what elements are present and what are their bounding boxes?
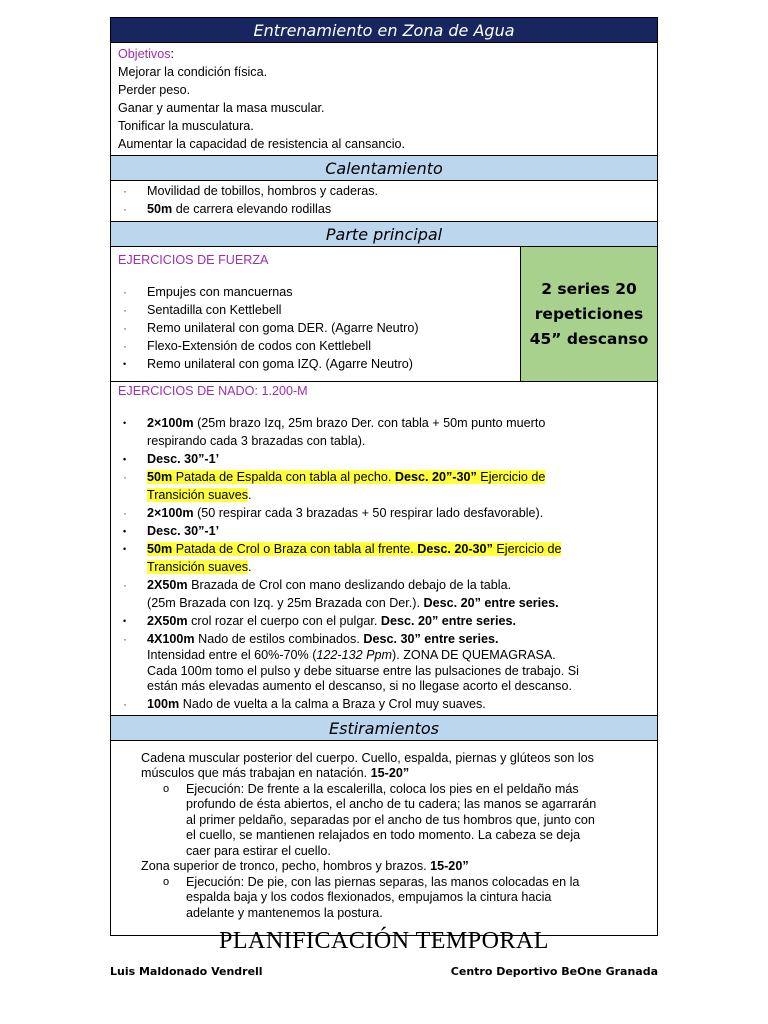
nado-item: • 50m Patada de Crol o Braza con tabla al frente. Desc. 20-30” Ejercicio de (111, 540, 657, 558)
fuerza-item: · Flexo-Extensión de codos con Kettlebell (111, 337, 520, 355)
sheet-title: Entrenamiento en Zona de Agua (111, 18, 657, 43)
nado-item: • Desc. 30”-1’ (111, 450, 657, 468)
objetivos-section: Objetivos: Mejorar la condición física. Perder peso. Ganar y aumentar la masa muscular. Tonificar la musculatura. Aumentar la capacidad de resistencia al cansancio. (111, 43, 657, 156)
objetivo-item: Perder peso. (118, 83, 191, 97)
nado-item: · 100m Nado de vuelta a la calma a Braza y Crol muy suaves. (111, 695, 657, 713)
footer-center: Centro Deportivo BeOne Granada (450, 965, 658, 978)
fuerza-item: · Sentadilla con Kettlebell (111, 301, 520, 319)
fuerza-section (111, 247, 657, 382)
fuerza-item: · Remo unilateral con goma DER. (Agarre Neutro) (111, 319, 520, 337)
nado-item: • 2X50m crol rozar el cuerpo con el pulgar. Desc. 20” entre series. (111, 612, 657, 630)
series-box: 2 series 20 repeticiones 45” descanso (521, 247, 657, 381)
nado-item: · 50m Patada de Espalda con tabla al pecho. Desc. 20”-30” Ejercicio de (111, 468, 657, 486)
objetivo-item: Ganar y aumentar la masa muscular. (118, 101, 325, 115)
nado-item: · 4X100m Nado de estilos combinados. Desc. 30” entre series. (111, 630, 657, 648)
nado-item: • 2×100m (25m brazo Izq, 25m brazo Der. con tabla + 50m punto muerto (111, 414, 657, 432)
objetivo-item: Mejorar la condición física. (118, 65, 268, 79)
estiramientos-header: Estiramientos (111, 716, 657, 741)
footer-author: Luis Maldonado Vendrell (110, 965, 263, 978)
objetivo-item: Aumentar la capacidad de resistencia al cansancio. (118, 137, 406, 151)
nado-title: EJERCICIOS DE NADO: 1.200-M (118, 384, 308, 398)
calentamiento-item: · 50m de carrera elevando rodillas (111, 200, 657, 218)
fuerza-item: • Remo unilateral con goma IZQ. (Agarre Neutro) (111, 355, 520, 373)
nado-item: · 2×100m (50 respirar cada 3 brazadas + 50 respirar lado desfavorable). (111, 504, 657, 522)
calentamiento-header: Calentamiento (111, 156, 657, 181)
estiramiento-subitem: o Ejecución: De pie, con las piernas separas, las manos colocadas en la (111, 875, 657, 891)
estiramiento-subitem: o Ejecución: De frente a la escalerilla, coloca los pies en el peldaño más (111, 782, 657, 798)
fuerza-item: · Empujes con mancuernas (111, 283, 520, 301)
objetivos-label: Objetivos (118, 47, 171, 61)
objetivo-item: Tonificar la musculatura. (118, 119, 254, 133)
calentamiento-section (111, 181, 657, 222)
footer-title: PLANIFICACIÓN TEMPORAL (219, 928, 549, 954)
nado-section: EJERCICIOS DE NADO: 1.200-M • 2×100m (25m brazo Izq, 25m brazo Der. con tabla + 50m punto muerto respirando cada 3 brazadas con tabla). • Desc. 30”-1’ · 50m Patada de Espalda con tabla al pecho. Desc. 20”-30” Ejercicio de Transición suaves. · 2×100m (50 respirar cada 3 brazadas + 50 respirar lado desfavorable). • Desc. 30”-1’ • 50m Patada de Crol o Braza con tabla al frente. Desc. 20-30” Ejercicio de Transición suaves. · 2X50m Brazada de Crol con mano deslizando debajo de la tabla. (25m Brazada con Izq. y 25m Brazada con Der.). Desc. 20” entre series. • 2X50m crol rozar el cuerpo con el pulgar. Desc. 20” entre series. · 4X100m Nado de estilos combinados. Desc. 30” entre series. Intensidad entre el 60%-70% (122-132 Ppm). ZONA DE QUEMAGRASA. Cada 100m tomo el pulso y debe situarse entre las pulsaciones de trabajo. Si están más elevadas aumento el descanso, si no llegase acorto el descanso. · 100m Nado de vuelta a la calma a Braza y Crol muy suaves. (111, 382, 657, 716)
principal-header: Parte principal (111, 222, 657, 247)
nado-item: • Desc. 30”-1’ (111, 522, 657, 540)
training-sheet (110, 17, 658, 936)
calentamiento-item: · Movilidad de tobillos, hombros y caderas. (111, 182, 657, 200)
fuerza-title: EJERCICIOS DE FUERZA (118, 253, 269, 267)
estiramientos-section: Cadena muscular posterior del cuerpo. Cuello, espalda, piernas y glúteos son los músculos que más trabajan en natación. 15-20” o Ejecución: De frente a la escalerilla, coloca los pies en el peldaño más profundo de ésta abiertos, el ancho de tu cadera; las manos se agarrarán al primer peldaño, separadas por el ancho de tus hombros que, junto con el cuello, se mantienen relajados en todo momento. La cabeza se deja caer para estirar el cuello. Zona superior de tronco, pecho, hombros y brazos. 15-20” o Ejecución: De pie, con las piernas separas, las manos colocadas en la espalda baja y los codos flexionados, empujamos la cintura hacia adelante y mantenemos la postura. (111, 741, 657, 936)
nado-item: · 2X50m Brazada de Crol con mano deslizando debajo de la tabla. (111, 576, 657, 594)
